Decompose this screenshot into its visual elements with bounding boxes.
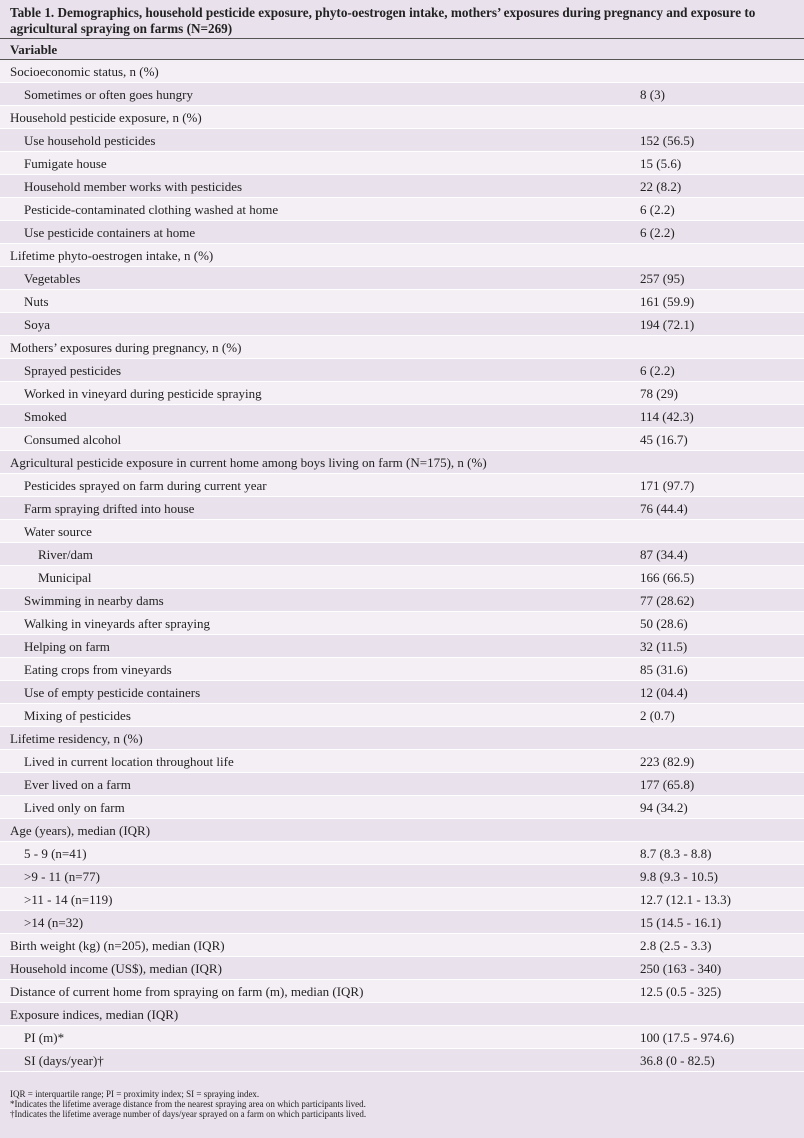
table-row (0, 428, 804, 451)
table-section-row (0, 819, 804, 842)
row-label: Consumed alcohol (24, 432, 122, 447)
row-label: Household member works with pesticides (24, 179, 243, 194)
table-row (0, 405, 804, 428)
table-row (0, 704, 804, 727)
table-row (0, 175, 804, 198)
row-label: >9 - 11 (n=77) (24, 869, 100, 884)
footnote: †Indicates the lifetime average number of days/year sprayed on a farm on which participants lived. (10, 1109, 367, 1119)
table-row (0, 612, 804, 635)
row-value: 161 (59.9) (640, 294, 695, 309)
row-value: 76 (44.4) (640, 501, 688, 516)
row-value: 166 (66.5) (640, 570, 695, 585)
table-row (0, 359, 804, 382)
row-value: 15 (14.5 - 16.1) (640, 915, 722, 930)
row-value: 257 (95) (640, 271, 685, 286)
table-section-row (0, 451, 804, 474)
table-row (0, 796, 804, 819)
table-row (0, 589, 804, 612)
row-label: Vegetables (24, 271, 81, 286)
row-value: 6 (2.2) (640, 202, 675, 217)
row-label: Age (years), median (IQR) (10, 823, 151, 838)
row-label: Nuts (24, 294, 49, 309)
row-value: 100 (17.5 - 974.6) (640, 1030, 735, 1045)
table-row (0, 382, 804, 405)
row-label: Use pesticide containers at home (24, 225, 196, 240)
table-row (0, 543, 804, 566)
row-label: Mixing of pesticides (24, 708, 131, 723)
table-row (0, 313, 804, 336)
table-row (0, 911, 804, 934)
table-row (0, 83, 804, 106)
row-label: Birth weight (kg) (n=205), median (IQR) (10, 938, 225, 953)
row-label: Use household pesticides (24, 133, 156, 148)
table-row (0, 129, 804, 152)
row-label: Mothers’ exposures during pregnancy, n (%) (10, 340, 242, 355)
table-caption: Table 1. Demographics, household pesticide exposure, phyto-oestrogen intake, mothers’ exposures during pregnancy and exposure to agricultural spraying on farms (N=269) (0, 0, 804, 38)
row-label: PI (m)* (24, 1030, 65, 1045)
table-row (0, 198, 804, 221)
footnote: *Indicates the lifetime average distance from the nearest spraying area on which participants lived. (10, 1099, 366, 1109)
row-value: 250 (163 - 340) (640, 961, 722, 976)
row-label: Pesticide-contaminated clothing washed at home (24, 202, 279, 217)
column-header-variable: Variable (0, 38, 804, 60)
table-row (0, 267, 804, 290)
table-section-row (0, 980, 804, 1003)
row-label: Agricultural pesticide exposure in current home among boys living on farm (N=175), n (%) (10, 455, 487, 470)
row-value: 12 (04.4) (640, 685, 688, 700)
row-label: Exposure indices, median (IQR) (10, 1007, 179, 1022)
row-value: 94 (34.2) (640, 800, 688, 815)
footnote: IQR = interquartile range; PI = proximity index; SI = spraying index. (10, 1089, 260, 1099)
row-value: 223 (82.9) (640, 754, 695, 769)
table-section-row (0, 336, 804, 359)
row-label: Swimming in nearby dams (24, 593, 164, 608)
table-section-row (0, 244, 804, 267)
row-label: Sprayed pesticides (24, 363, 122, 378)
row-value: 9.8 (9.3 - 10.5) (640, 869, 718, 884)
row-value: 22 (8.2) (640, 179, 682, 194)
table-section-row (0, 934, 804, 957)
row-value: 152 (56.5) (640, 133, 695, 148)
table-row (0, 566, 804, 589)
row-value: 85 (31.6) (640, 662, 688, 677)
row-label: Sometimes or often goes hungry (24, 87, 193, 102)
table-section-row (0, 1003, 804, 1026)
row-label: Helping on farm (24, 639, 110, 654)
row-value: 32 (11.5) (640, 639, 688, 654)
row-label: River/dam (38, 547, 93, 562)
row-label: Municipal (38, 570, 92, 585)
row-label: Lived only on farm (24, 800, 125, 815)
row-value: 12.5 (0.5 - 325) (640, 984, 722, 999)
row-value: 15 (5.6) (640, 156, 682, 171)
row-label: Socioeconomic status, n (%) (10, 64, 159, 79)
table-footnotes (10, 1089, 366, 1119)
row-label: Household pesticide exposure, n (%) (10, 110, 202, 125)
row-label: Soya (24, 317, 50, 332)
row-value: 114 (42.3) (640, 409, 694, 424)
table-row (0, 152, 804, 175)
table-section-row (0, 957, 804, 980)
row-label: Household income (US$), median (IQR) (10, 961, 222, 976)
row-label: Smoked (24, 409, 67, 424)
table-row (0, 221, 804, 244)
table-row (0, 842, 804, 865)
table-row (0, 865, 804, 888)
row-value: 177 (65.8) (640, 777, 695, 792)
row-label: Ever lived on a farm (24, 777, 131, 792)
table-section-row (0, 727, 804, 750)
table-row (0, 290, 804, 313)
row-value: 45 (16.7) (640, 432, 688, 447)
row-label: Lived in current location throughout life (24, 754, 234, 769)
row-value: 2.8 (2.5 - 3.3) (640, 938, 712, 953)
table-row (0, 1049, 804, 1072)
row-value: 12.7 (12.1 - 13.3) (640, 892, 731, 907)
table-section-row (0, 106, 804, 129)
table-row (0, 520, 804, 543)
row-label: Farm spraying drifted into house (24, 501, 195, 516)
table-row (0, 773, 804, 796)
row-label: Lifetime residency, n (%) (10, 731, 143, 746)
table-row (0, 1026, 804, 1049)
row-label: Distance of current home from spraying on farm (m), median (IQR) (10, 984, 364, 999)
row-value: 77 (28.62) (640, 593, 695, 608)
row-label: Water source (24, 524, 92, 539)
row-value: 8 (3) (640, 87, 665, 102)
table-row (0, 888, 804, 911)
row-label: Worked in vineyard during pesticide spraying (24, 386, 262, 401)
table-body (0, 60, 804, 1072)
table-section-row (0, 60, 804, 83)
table-row (0, 681, 804, 704)
row-label: SI (days/year)† (24, 1053, 104, 1068)
row-label: Use of empty pesticide containers (24, 685, 201, 700)
table-row (0, 750, 804, 773)
row-value: 8.7 (8.3 - 8.8) (640, 846, 712, 861)
row-value: 36.8 (0 - 82.5) (640, 1053, 715, 1068)
row-label: >11 - 14 (n=119) (24, 892, 113, 907)
row-label: >14 (n=32) (24, 915, 84, 930)
row-label: Eating crops from vineyards (24, 662, 172, 677)
row-value: 6 (2.2) (640, 225, 675, 240)
row-value: 78 (29) (640, 386, 678, 401)
table-row (0, 497, 804, 520)
row-value: 6 (2.2) (640, 363, 675, 378)
row-value: 50 (28.6) (640, 616, 688, 631)
row-label: Pesticides sprayed on farm during current year (24, 478, 267, 493)
row-label: Fumigate house (24, 156, 107, 171)
row-value: 171 (97.7) (640, 478, 695, 493)
row-value: 2 (0.7) (640, 708, 675, 723)
row-label: 5 - 9 (n=41) (24, 846, 87, 861)
row-value: 87 (34.4) (640, 547, 688, 562)
table-row (0, 635, 804, 658)
row-label: Lifetime phyto-oestrogen intake, n (%) (10, 248, 214, 263)
table-row (0, 658, 804, 681)
row-value: 194 (72.1) (640, 317, 695, 332)
row-label: Walking in vineyards after spraying (24, 616, 210, 631)
table-row (0, 474, 804, 497)
